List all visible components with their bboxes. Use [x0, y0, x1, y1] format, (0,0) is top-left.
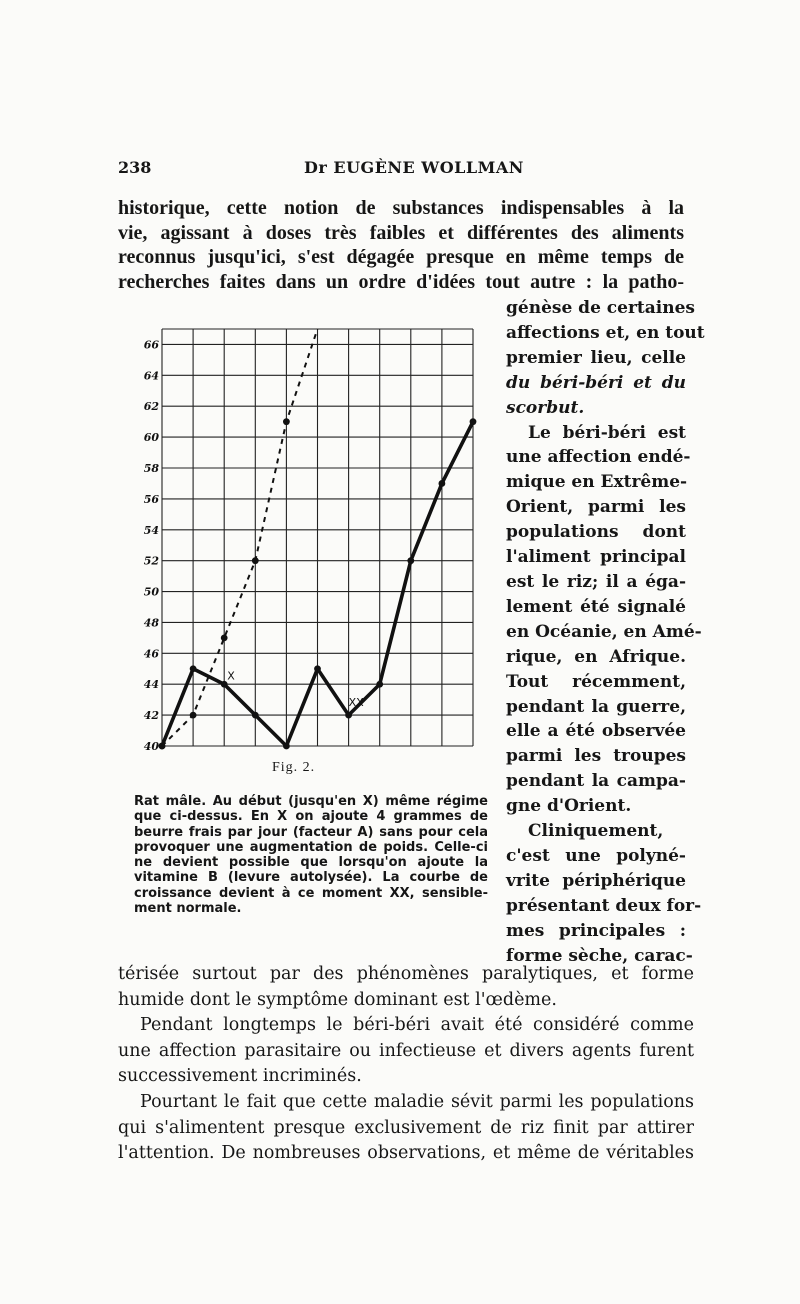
- chart-annotation: X: [227, 669, 235, 683]
- column-line: rique, en Afrique.: [506, 646, 686, 667]
- text-line: térisée surtout par des phénomènes paralytiques, et forme: [118, 964, 694, 984]
- caption-line: beurre frais par jour (facteur A) sans pour cela: [134, 824, 488, 840]
- data-point: [376, 681, 383, 688]
- y-tick-label: 46: [143, 647, 159, 661]
- y-tick-label: 44: [143, 678, 159, 692]
- column-line: Cliniquement,: [528, 821, 664, 842]
- text-line: recherches faites dans un ordre d'idées tout autre : la patho-: [118, 270, 684, 293]
- data-point: [470, 418, 477, 425]
- y-tick-label: 58: [143, 462, 159, 475]
- data-point: [439, 480, 446, 487]
- chart-svg: [118, 322, 488, 782]
- column-line: génèse de certaines: [506, 298, 696, 318]
- data-point: [252, 557, 259, 564]
- data-point: [190, 712, 197, 719]
- column-line: en Océanie, en Amé-: [506, 621, 702, 642]
- text-line: reconnus jusqu'ici, s'est dégagée presque en même temps de: [118, 246, 684, 269]
- y-tick-label: 48: [143, 616, 159, 630]
- y-tick-label: 60: [143, 431, 159, 445]
- text-line: historique, cette notion de substances indispensables à la: [118, 197, 684, 219]
- column-line: présentant deux for-: [506, 895, 702, 916]
- y-tick-label: 62: [143, 400, 159, 414]
- column-line: Tout récemment,: [506, 671, 686, 692]
- data-point: [252, 712, 259, 719]
- y-tick-label: 64: [143, 369, 159, 383]
- text-line: l'attention. De nombreuses observations, et même de véritables: [118, 1143, 694, 1164]
- data-point: [314, 665, 321, 672]
- caption-line: Rat mâle. Au début (jusqu'en X) même régime: [134, 794, 488, 809]
- column-line: forme sèche, carac-: [506, 945, 693, 966]
- chart-annotation: XX: [348, 695, 364, 709]
- text-line: vie, agissant à doses très faibles et différentes des aliments: [118, 221, 684, 244]
- caption-line: que ci-dessus. En X on ajoute 4 grammes de: [134, 809, 488, 825]
- text-line: une affection parasitaire ou infectieuse et divers agents furent: [118, 1040, 694, 1061]
- growth-chart: [118, 322, 488, 782]
- bottom-paragraphs: [118, 962, 694, 1167]
- data-point: [283, 743, 290, 750]
- column-line: c'est une polyné-: [506, 845, 686, 866]
- caption-line: ment normale.: [134, 901, 242, 917]
- right-column-text: [506, 296, 705, 968]
- caption-line: vitamine B (levure autolysée). La courbe de: [134, 870, 488, 886]
- column-line: scorbut.: [506, 397, 585, 418]
- data-point: [159, 743, 166, 750]
- text-line: Pendant longtemps le béri-béri avait été considéré comme: [140, 1015, 694, 1036]
- column-line: premier lieu, celle: [506, 347, 686, 368]
- running-header: [118, 158, 698, 180]
- caption-line: provoquer une augmentation de poids. Celle-ci: [134, 839, 488, 855]
- column-line: parmi les troupes: [506, 746, 686, 767]
- data-point: [221, 634, 228, 641]
- y-tick-label: 40: [143, 740, 159, 753]
- page-number: 238: [118, 158, 152, 177]
- column-line: Orient, parmi les: [506, 497, 686, 518]
- column-line: populations dont: [506, 522, 686, 543]
- column-line: pendant la guerre,: [506, 696, 686, 717]
- y-tick-label: 42: [143, 709, 159, 723]
- caption-line: ne devient possible que lorsqu'on ajoute la: [134, 855, 488, 871]
- column-line: mique en Extrême-: [506, 472, 688, 493]
- data-point: [407, 557, 414, 564]
- data-point: [190, 665, 197, 672]
- column-line: est le riz; il a éga-: [506, 571, 686, 592]
- text-line: humide dont le symptôme dominant est l'œdème.: [118, 989, 557, 1010]
- column-line: affections et, en tout: [506, 322, 705, 343]
- y-tick-label: 56: [143, 492, 159, 506]
- column-line: vrite périphérique: [506, 870, 686, 891]
- running-head-title: Dr EUGÈNE WOLLMAN: [304, 158, 524, 177]
- y-tick-label: 66: [143, 338, 159, 352]
- y-tick-label: 50: [143, 585, 159, 599]
- text-line: qui s'alimentent presque exclusivement de riz finit par attirer: [118, 1117, 694, 1138]
- column-line: gne d'Orient.: [506, 796, 632, 817]
- column-line: l'aliment principal: [506, 547, 686, 568]
- text-line: successivement incriminés.: [118, 1066, 362, 1087]
- column-line: mes principales :: [506, 920, 686, 941]
- data-point: [283, 418, 290, 425]
- figure-label: Fig. 2.: [272, 760, 316, 775]
- column-line: une affection endé-: [506, 447, 691, 468]
- column-line: elle a été observée: [506, 721, 686, 742]
- caption-line: croissance devient à ce moment XX, sensible-: [134, 885, 488, 901]
- figure-caption: [134, 794, 488, 916]
- text-line: Pourtant le fait que cette maladie sévit parmi les populations: [140, 1091, 694, 1112]
- y-tick-label: 54: [143, 523, 159, 537]
- column-line: pendant la campa-: [506, 771, 686, 792]
- y-tick-label: 52: [143, 554, 159, 568]
- column-line: lement été signalé: [506, 596, 686, 617]
- column-line: Le béri-béri est: [528, 422, 686, 443]
- column-line: du béri-béri et du: [506, 372, 686, 393]
- data-point: [345, 712, 352, 719]
